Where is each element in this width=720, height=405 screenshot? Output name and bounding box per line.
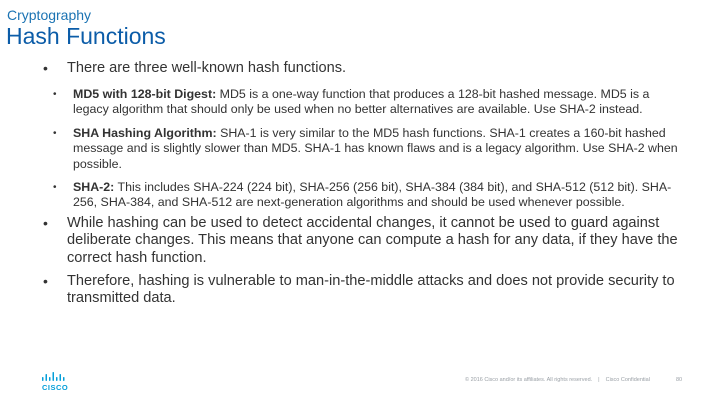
point-text: Therefore, hashing is vulnerable to man-in-the-middle attacks and does not provide security to transmitted data. — [67, 272, 675, 307]
algorithm-name: MD5 with 128-bit Digest: — [73, 86, 217, 101]
page-number: 80 — [676, 377, 683, 383]
bullet-intro — [0, 60, 720, 78]
bullet-icon: • — [43, 60, 48, 76]
algorithm-text: MD5 is a one-way function that produces a 128-bit hashed message. MD5 is a legacy algorithm that should only be used when no better alternatives are available. Use SHA-2 instead. — [73, 86, 650, 117]
algorithm-text: SHA-1 is very similar to the MD5 hash functions. SHA-1 creates a 160-bit hashed message and is slightly slower than MD5. SHA-1 has known flaws and is a legacy algorithm. Use SHA-2 when possible. — [73, 125, 678, 171]
algorithm-item-sha1 — [0, 126, 720, 173]
bullet-icon: • — [43, 214, 48, 231]
bullet-mitm-vulnerability — [0, 273, 720, 308]
bullet-icon: • — [53, 88, 57, 100]
section-label: Cryptography — [7, 7, 92, 23]
algorithm-item-md5 — [0, 87, 720, 118]
bullet-icon: • — [53, 127, 57, 139]
bullet-icon: • — [43, 272, 48, 289]
slide-content — [0, 60, 720, 308]
bullet-icon: • — [53, 181, 57, 193]
bullet-hashing-limitations — [0, 215, 720, 268]
logo-text: CISCO — [42, 383, 69, 392]
copyright-text: © 2016 Cisco and/or its affiliates. All rights reserved. — [465, 377, 593, 383]
intro-text: There are three well-known hash functions. — [67, 60, 347, 76]
cisco-logo — [40, 371, 70, 393]
point-text: While hashing can be used to detect accidental changes, it cannot be used to guard against deliberate changes. This means that anyone can compute a hash for any data, if they have the correct hash function. — [67, 214, 678, 266]
algorithm-name: SHA Hashing Algorithm: — [73, 125, 217, 140]
algorithm-item-sha2 — [0, 180, 720, 211]
footer-copyright-bar — [465, 377, 650, 383]
separator: | — [598, 377, 600, 383]
algorithm-name: SHA-2: — [73, 179, 115, 194]
confidential-label: Cisco Confidential — [605, 377, 650, 383]
algorithm-text: This includes SHA-224 (224 bit), SHA-256 (256 bit), SHA-384 (384 bit), and SHA-512 (512 bit). SHA-256, SHA-384, and SHA-512 are next-generation algorithms and should be used whenever possible. — [73, 179, 672, 210]
slide-title: Hash Functions — [6, 23, 166, 49]
